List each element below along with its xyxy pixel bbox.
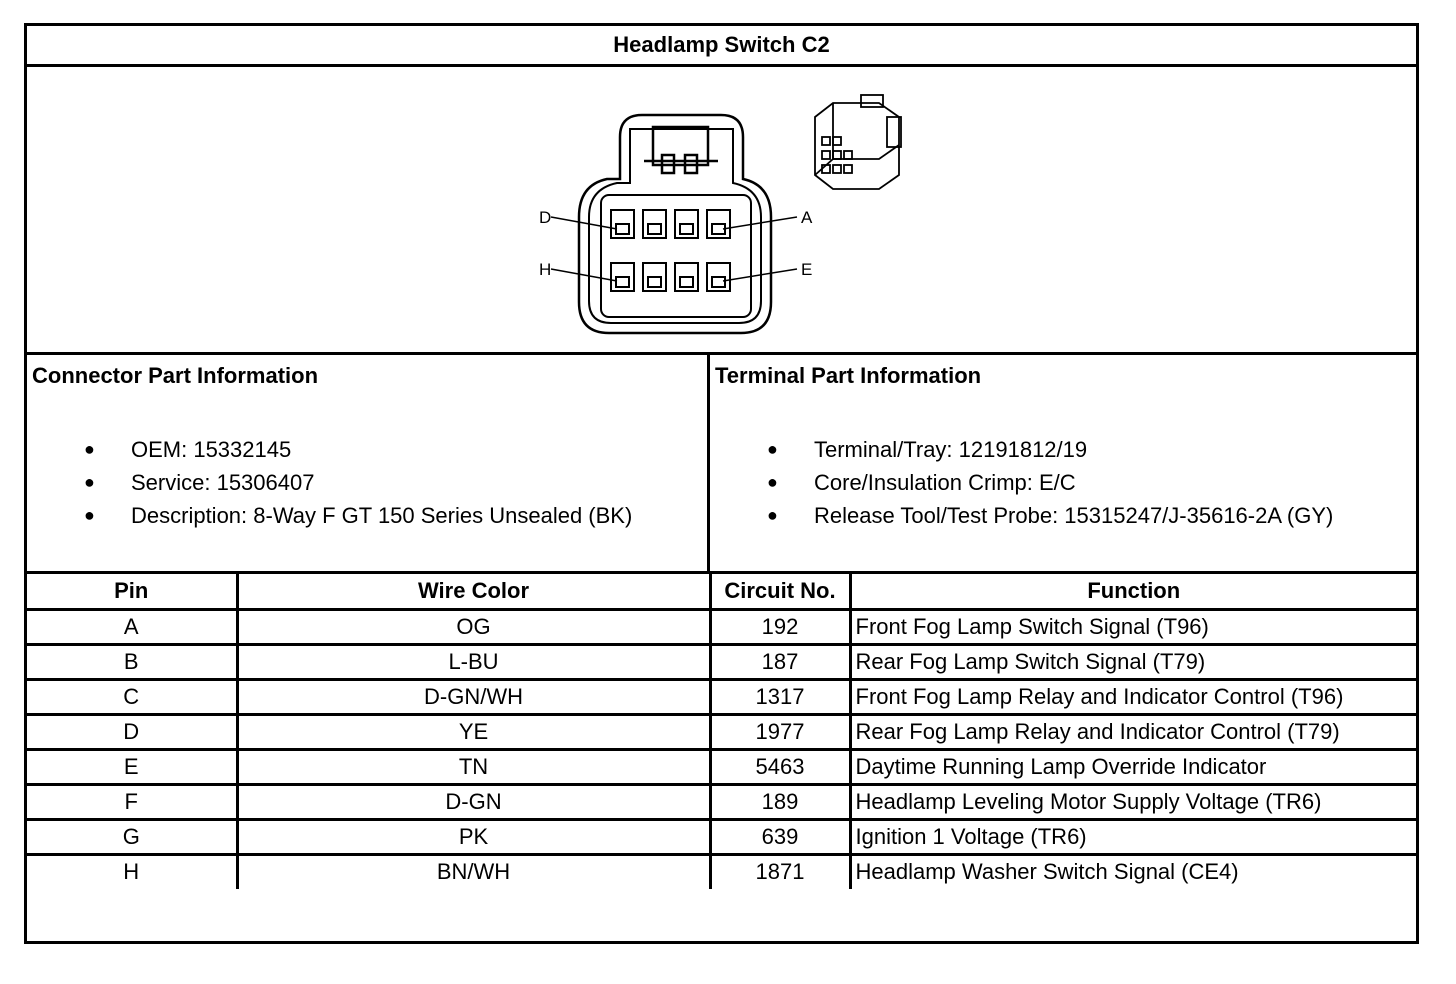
pinout-table <box>27 574 1416 889</box>
connector-sheet <box>24 23 1419 944</box>
table-row: F D-GN 189 Headlamp Leveling Motor Supply Voltage (TR6) <box>27 784 1416 819</box>
pin-label-h: H <box>539 260 552 279</box>
list-item: ● OEM: 15332145 <box>27 433 707 466</box>
table-row: H BN/WH 1871 Headlamp Washer Switch Signal (CE4) <box>27 854 1416 889</box>
terminal-part-info <box>710 355 1416 574</box>
table-row: B L-BU 187 Rear Fog Lamp Switch Signal (T79) <box>27 644 1416 679</box>
list-item: ● Release Tool/Test Probe: 15315247/J-35616-2A (GY) <box>710 499 1416 532</box>
table-row: C D-GN/WH 1317 Front Fog Lamp Relay and Indicator Control (T96) <box>27 679 1416 714</box>
page-title: Headlamp Switch C2 <box>27 26 1416 67</box>
bullet-icon: ● <box>84 439 95 459</box>
connector-isometric-icon <box>815 95 901 189</box>
bullet-icon: ● <box>767 472 778 492</box>
bullet-icon: ● <box>84 505 95 525</box>
list-item: ● Terminal/Tray: 12191812/19 <box>710 433 1416 466</box>
connector-info-heading: Connector Part Information <box>32 363 319 388</box>
pin-label-d: D <box>539 208 552 227</box>
list-item: ● Description: 8-Way F GT 150 Series Unsealed (BK) <box>27 499 707 532</box>
header-pin: Pin <box>27 574 237 609</box>
table-header-row <box>27 574 1416 609</box>
header-function: Function <box>850 574 1416 609</box>
pin-label-a: A <box>801 208 813 227</box>
list-item: ● Core/Insulation Crimp: E/C <box>710 466 1416 499</box>
terminal-info-heading: Terminal Part Information <box>715 363 982 388</box>
leader-d <box>551 217 617 229</box>
connector-part-info <box>27 355 710 574</box>
bullet-icon: ● <box>84 472 95 492</box>
table-row: A OG 192 Front Fog Lamp Switch Signal (T96) <box>27 609 1416 644</box>
bullet-icon: ● <box>767 505 778 525</box>
leader-h <box>551 269 617 281</box>
table-row: E TN 5463 Daytime Running Lamp Override Indicator <box>27 749 1416 784</box>
pin-label-e: E <box>801 260 813 279</box>
table-row: D YE 1977 Rear Fog Lamp Relay and Indicator Control (T79) <box>27 714 1416 749</box>
list-item: ● Service: 15306407 <box>27 466 707 499</box>
connector-info-list <box>27 433 707 532</box>
terminal-info-list <box>710 433 1416 532</box>
bullet-icon: ● <box>767 439 778 459</box>
header-wire-color: Wire Color <box>237 574 710 609</box>
header-circuit-no: Circuit No. <box>710 574 850 609</box>
connector-face-drawing <box>27 67 1416 352</box>
connector-diagram <box>27 67 1416 355</box>
table-row: G PK 639 Ignition 1 Voltage (TR6) <box>27 819 1416 854</box>
